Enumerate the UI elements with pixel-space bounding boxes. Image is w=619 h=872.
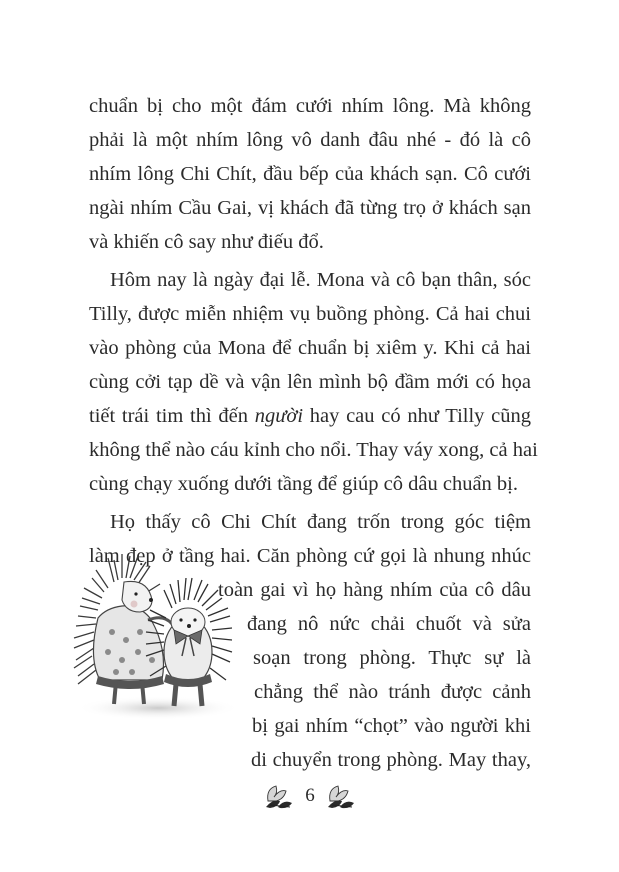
- text-run: tiết trái tim thì đến: [89, 405, 255, 427]
- leaf-ornament-icon: [326, 783, 356, 809]
- text-run: hay cau có như Tilly cũng: [303, 405, 531, 427]
- text-line: soạn trong phòng. Thực sự là: [253, 647, 531, 669]
- text-line: đang nô nức chải chuốt và sửa: [247, 613, 531, 635]
- text-line: không thể nào cáu kỉnh cho nổi. Thay váy xong, cả hai: [89, 439, 538, 461]
- text-line: Hôm nay là ngày đại lễ. Mona và cô bạn thân, sóc: [110, 269, 531, 291]
- text-line: làm đẹp ở tầng hai. Căn phòng cứ gọi là nhung nhúc: [89, 545, 531, 567]
- leaf-ornament-icon: [264, 783, 294, 809]
- page-folio: [264, 780, 356, 812]
- text-line: chuẩn bị cho một đám cưới nhím lông. Mà không: [89, 95, 531, 117]
- text-line: cùng cởi tạp dề và vận lên mình bộ đầm mới có họa: [89, 371, 531, 393]
- text-line: vào phòng của Mona để chuẩn bị xiêm y. Khi cả hai: [89, 337, 531, 359]
- hedgehogs-illustration: [68, 548, 240, 726]
- text-line: ngài nhím Cầu Gai, vị khách đã từng trọ ở khách sạn: [89, 197, 531, 219]
- text-line: và khiến cô say như điếu đổ.: [89, 231, 324, 253]
- page-number: 6: [305, 785, 315, 806]
- text-line: nhím lông Chi Chít, đầu bếp của khách sạn. Cô cưới: [89, 163, 531, 185]
- text-line: bị gai nhím “chọt” vào người khi: [252, 715, 531, 737]
- text-line: Tilly, được miễn nhiệm vụ buồng phòng. Cả hai chui: [89, 303, 531, 325]
- text-line: chẳng thể nào tránh được cảnh: [254, 681, 531, 703]
- text-line: [89, 399, 531, 433]
- text-line: cùng chạy xuống dưới tầng để giúp cô dâu chuẩn bị.: [89, 473, 518, 495]
- text-line: toàn gai vì họ hàng nhím của cô dâu: [218, 579, 531, 601]
- text-line: di chuyển trong phòng. May thay,: [251, 749, 531, 771]
- text-line: phải là một nhím lông vô danh đâu nhé - đó là cô: [89, 129, 531, 151]
- text-line: Họ thấy cô Chi Chít đang trốn trong góc tiệm: [110, 511, 531, 533]
- emphasis-text: người: [254, 405, 304, 427]
